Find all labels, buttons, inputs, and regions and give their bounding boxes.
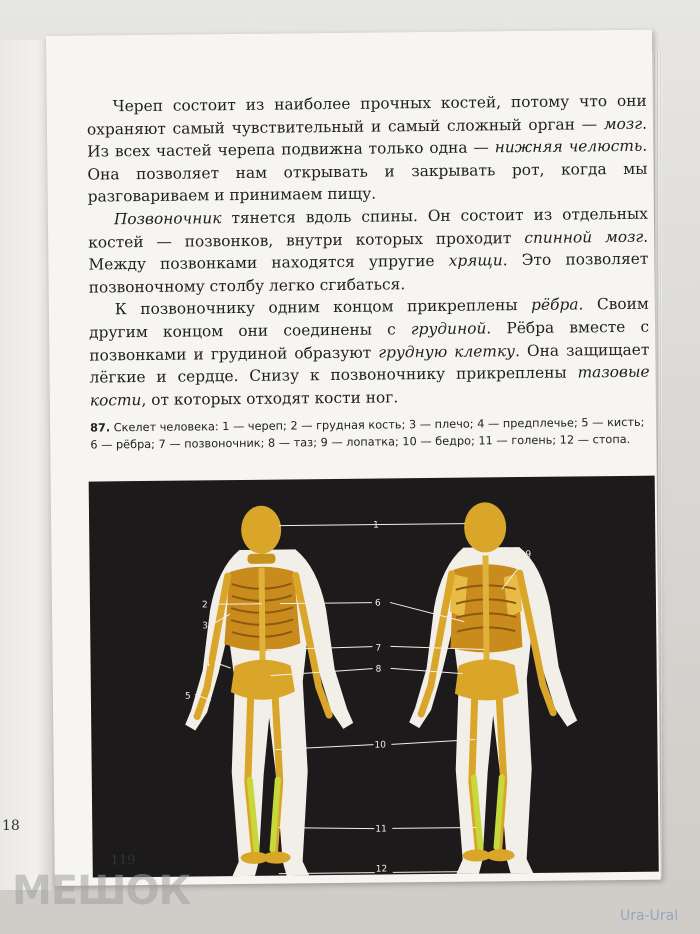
- label-2: 2: [201, 600, 208, 611]
- text-run: . Своим другим концом они соединены с: [89, 295, 649, 342]
- front-skeleton-icon: [183, 505, 355, 878]
- label-5: 5: [184, 691, 191, 702]
- text-run: . Из всех частей черепа подвижна только одна —: [87, 114, 648, 161]
- figure-number: 87.: [90, 421, 111, 435]
- italic-term: мозг: [603, 114, 643, 133]
- label-3: 3: [202, 621, 208, 632]
- paragraph-spine: [88, 203, 649, 299]
- italic-term: тазовые кости: [89, 362, 650, 410]
- body-text: [87, 90, 650, 412]
- label-6: 6: [374, 598, 381, 609]
- text-run: , от которых отходят кости ног.: [141, 388, 399, 409]
- book-page: [46, 30, 661, 886]
- label-7: 7: [375, 643, 382, 654]
- label-1: 1: [373, 520, 379, 531]
- italic-term: рёбра: [531, 295, 579, 315]
- watermark-logo: МЕШОК: [12, 868, 191, 914]
- label-9: 9: [525, 549, 532, 561]
- italic-term: спинной мозг: [524, 227, 644, 247]
- caption-text: Скелет человека: 1 — череп; 2 — грудная кость; 3 — плечо; 4 — предплечье; 5 — кисть; 6 — рёбра; 7 — позвоночник; 8 — таз; 9 — лопатка; 10 — бедро; 11 — голень; 12 — стопа.: [90, 415, 645, 452]
- text-run: . Это позволяет позвоночному столбу легко сгибаться.: [88, 249, 649, 297]
- back-skeleton-icon: [407, 501, 579, 877]
- figure-caption: [90, 414, 652, 454]
- left-page-strip: [0, 40, 52, 890]
- label-10: 10: [374, 740, 386, 751]
- text-run: . Рёбра вместе с позвонками и грудиной образуют: [89, 317, 650, 365]
- skeleton-illustration: [89, 476, 659, 878]
- italic-term: хрящи: [448, 251, 503, 270]
- label-8: 8: [375, 664, 382, 675]
- text-run: тянется вдоль спины. Он состоит из отдельных костей — позвонков, внутри которых проходит: [88, 204, 648, 252]
- paragraph-ribs: [89, 293, 650, 412]
- text-run: К позвоночнику одним концом прикреплены: [114, 296, 532, 319]
- italic-term: грудиной: [410, 319, 487, 339]
- italic-term: нижняя челюсть: [494, 136, 643, 157]
- label-12: 12: [375, 864, 388, 875]
- text-run: . Между позвонками находятся упругие: [88, 227, 649, 274]
- watermark-text: Ura-Ural: [620, 908, 679, 924]
- page-number: 119: [110, 853, 136, 869]
- label-4: 4: [204, 659, 211, 670]
- italic-term: грудную клетку: [378, 341, 516, 362]
- paragraph-skull: [87, 90, 648, 209]
- left-page-number: 18: [2, 818, 20, 834]
- text-run: . Она защищает лёгкие и сердце. Снизу к позвоночнику прикреплены: [89, 340, 650, 387]
- text-run: Череп состоит из наиболее прочных костей, потому что они охраняют самый чувствительный и самый сложный орган —: [86, 91, 647, 139]
- label-11: 11: [375, 824, 387, 835]
- italic-term: Позвоночник: [113, 209, 222, 229]
- text-run: . Она позволяет нам открывать и закрывать рот, когда мы разговариваем и принимаем пищу.: [87, 136, 648, 206]
- skeleton-figure: [89, 476, 659, 878]
